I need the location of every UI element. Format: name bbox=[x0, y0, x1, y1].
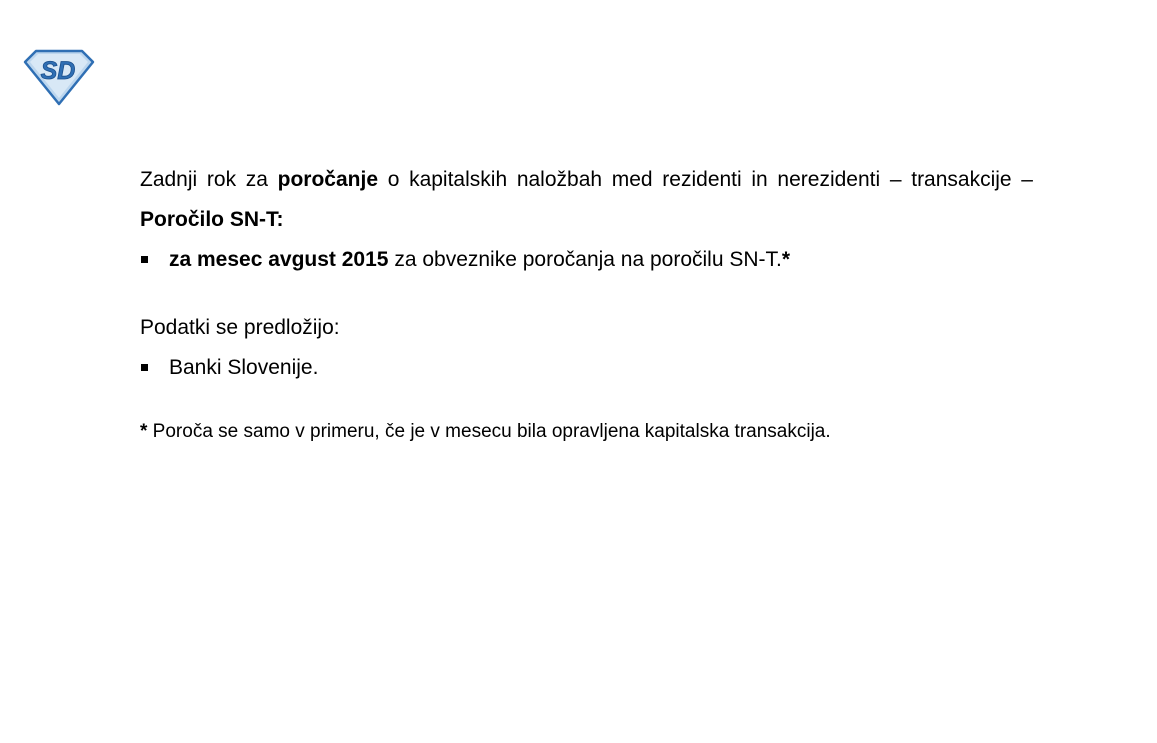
shield-logo-icon bbox=[22, 48, 96, 106]
deadline-bold-a: poročanje bbox=[277, 168, 378, 191]
submission-heading: Podatki se predložijo: bbox=[140, 316, 340, 339]
deadline-paragraph bbox=[140, 160, 1033, 240]
deadline-bullet bbox=[140, 240, 1033, 280]
bullet-square-icon bbox=[141, 256, 148, 263]
deadline-text-a: Zadnji rok za bbox=[140, 168, 278, 191]
bullet-square-icon bbox=[141, 364, 148, 371]
submission-bullet bbox=[140, 348, 1033, 388]
footnote-text: Poroča se samo v primeru, če je v mesecu bila opravljena kapitalska transakcija. bbox=[147, 421, 831, 442]
footnote bbox=[140, 414, 1033, 450]
svg-text:SD: SD bbox=[40, 57, 76, 85]
submission-bullet-text: Banki Slovenije. bbox=[169, 356, 319, 379]
deadline-bullet-star: * bbox=[781, 248, 791, 271]
main-content bbox=[140, 160, 1033, 450]
deadline-bold-b: Poročilo SN-T: bbox=[140, 208, 284, 231]
deadline-bullet-text: za obveznike poročanja na poročilu SN-T. bbox=[388, 248, 782, 271]
footnote-star: * bbox=[140, 421, 148, 442]
deadline-bullet-bold: za mesec avgust 2015 bbox=[169, 248, 389, 271]
sd-logo bbox=[22, 48, 96, 106]
deadline-text-b: o kapitalskih naložbah med rezidenti in nerezidenti – transakcije – bbox=[378, 168, 1033, 191]
